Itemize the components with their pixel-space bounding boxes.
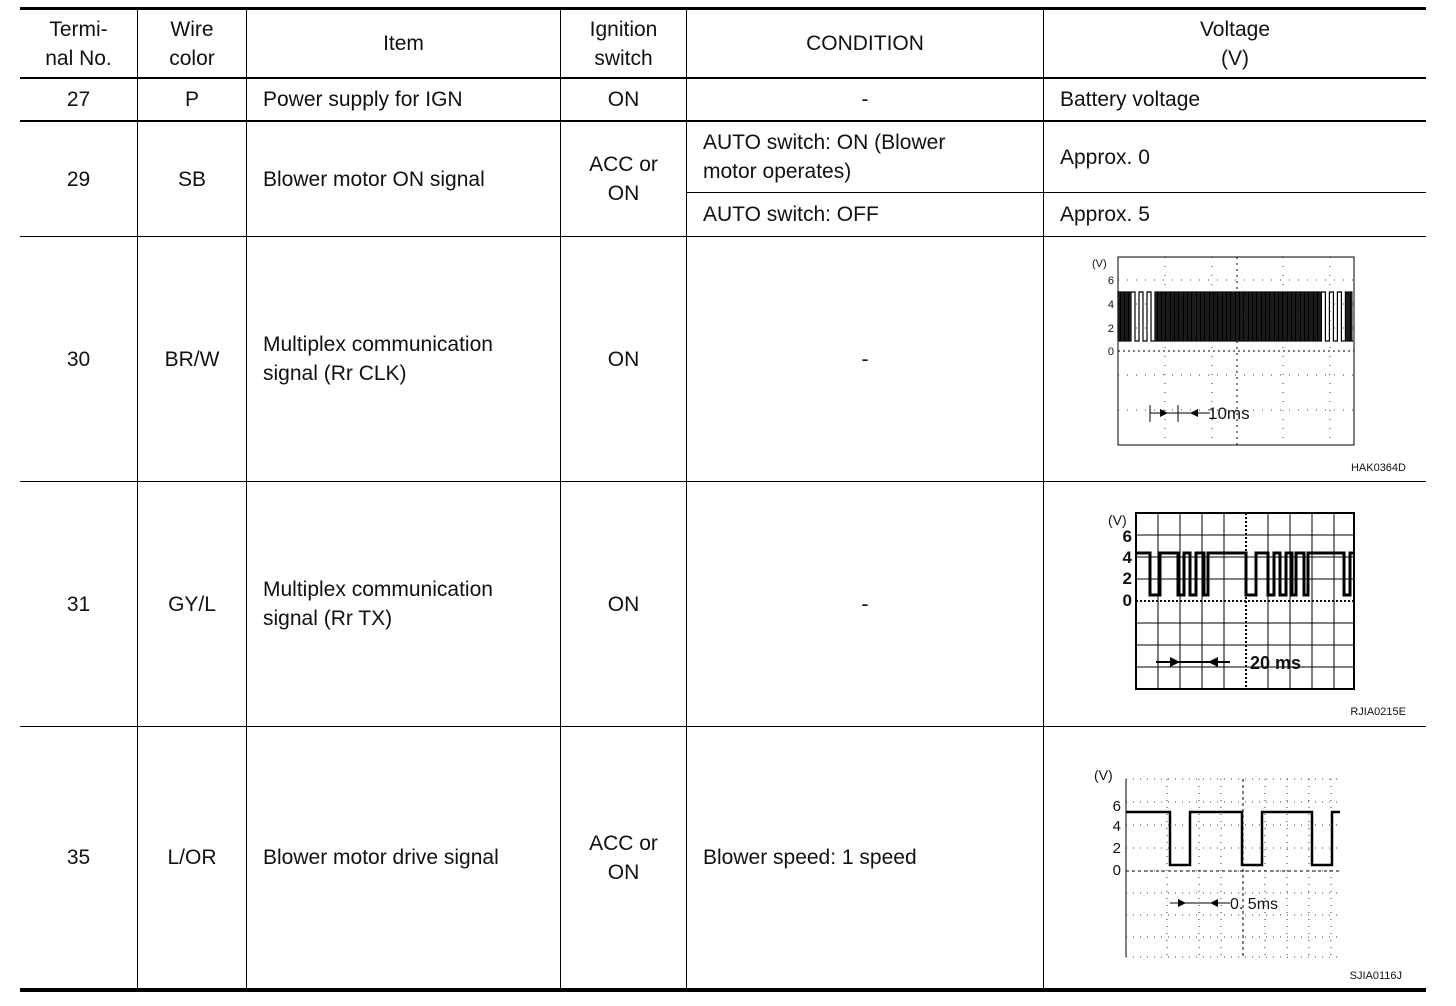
y-tick-label: 6 bbox=[1122, 527, 1132, 546]
table-row-voltage: Approx. 5 bbox=[1060, 203, 1150, 226]
table-row-terminal: 27 bbox=[66, 88, 91, 111]
table-row-wire-color: BR/W bbox=[164, 347, 220, 371]
table-row-terminal: 30 bbox=[66, 347, 91, 371]
table-row-condition: Blower speed: 1 speed bbox=[703, 846, 917, 869]
header-wire-color: Wire color bbox=[169, 17, 215, 70]
waveform-rr-clk bbox=[1090, 250, 1406, 475]
waveform-trace bbox=[1126, 812, 1340, 865]
table-row-ignition: ACC or ON bbox=[589, 831, 658, 884]
table-row-item: Multiplex communication signal (Rr TX) bbox=[263, 578, 493, 630]
table-row-ignition: ON bbox=[607, 347, 640, 371]
y-tick-label: 0 bbox=[1112, 862, 1121, 879]
table-row-ignition: ON bbox=[607, 88, 640, 111]
y-tick-label: 2 bbox=[1112, 840, 1121, 857]
y-tick-label: 4 bbox=[1112, 818, 1121, 835]
y-tick-label: 0 bbox=[1107, 346, 1114, 358]
table-row-condition: - bbox=[861, 88, 869, 111]
y-tick-label: 6 bbox=[1112, 798, 1121, 815]
header-voltage: Voltage (V) bbox=[1199, 17, 1271, 70]
table-row-condition: - bbox=[861, 592, 869, 616]
waveform-rr-tx bbox=[1100, 507, 1406, 718]
figure-id: RJIA0215E bbox=[1350, 706, 1406, 718]
table-row-wire-color: P bbox=[184, 88, 199, 111]
waveform-trace bbox=[1118, 292, 1353, 341]
header-condition: CONDITION bbox=[806, 32, 924, 55]
table-row-voltage: Battery voltage bbox=[1060, 88, 1201, 111]
time-division-label: 20 ms bbox=[1250, 653, 1302, 673]
table-row-wire-color: GY/L bbox=[168, 592, 216, 616]
table-row-ignition: ON bbox=[607, 592, 640, 616]
header-terminal: Termi- nal No. bbox=[45, 17, 112, 70]
y-tick-label: 6 bbox=[1107, 275, 1114, 287]
terminal-table bbox=[20, 7, 1426, 993]
table-bottom-rule bbox=[20, 988, 1426, 992]
header-item: Item bbox=[383, 32, 424, 55]
table-row-item: Blower motor drive signal bbox=[263, 846, 499, 869]
table-row-wire-color: L/OR bbox=[167, 846, 217, 869]
y-tick-label: 4 bbox=[1107, 299, 1114, 311]
y-tick-label: 0 bbox=[1122, 591, 1132, 610]
table-row-terminal: 31 bbox=[66, 592, 91, 616]
table-row-terminal: 35 bbox=[66, 846, 91, 869]
table-row-voltage: Approx. 0 bbox=[1060, 145, 1150, 169]
header-ignition-switch: Ignition switch bbox=[589, 17, 658, 70]
y-tick-label: 4 bbox=[1122, 548, 1132, 567]
waveform-trace bbox=[1136, 553, 1354, 595]
time-division-label: 10ms bbox=[1208, 404, 1250, 423]
table-row-wire-color: SB bbox=[177, 167, 206, 191]
y-tick-label: 2 bbox=[1122, 569, 1132, 588]
waveform-unit-label: (V) bbox=[1108, 512, 1127, 528]
table-row-condition: AUTO switch: ON (Blower motor operates) bbox=[703, 131, 946, 183]
waveform-blower-drive bbox=[1090, 765, 1402, 982]
table-row-condition: - bbox=[861, 347, 869, 371]
waveform-unit-label: (V) bbox=[1092, 258, 1107, 270]
table-row-terminal: 29 bbox=[66, 167, 91, 191]
table-row-ignition: ACC or ON bbox=[589, 153, 658, 205]
time-division-label: 0. 5ms bbox=[1230, 896, 1279, 913]
waveform-unit-label: (V) bbox=[1094, 767, 1113, 783]
figure-id: SJIA0116J bbox=[1349, 970, 1402, 982]
figure-id: HAK0364D bbox=[1350, 462, 1406, 474]
y-tick-label: 2 bbox=[1107, 323, 1114, 335]
table-row-item: Power supply for IGN bbox=[263, 88, 463, 111]
table-row-item: Multiplex communication signal (Rr CLK) bbox=[263, 333, 493, 385]
table-row-item: Blower motor ON signal bbox=[263, 167, 485, 191]
table-row-condition: AUTO switch: OFF bbox=[703, 203, 879, 226]
